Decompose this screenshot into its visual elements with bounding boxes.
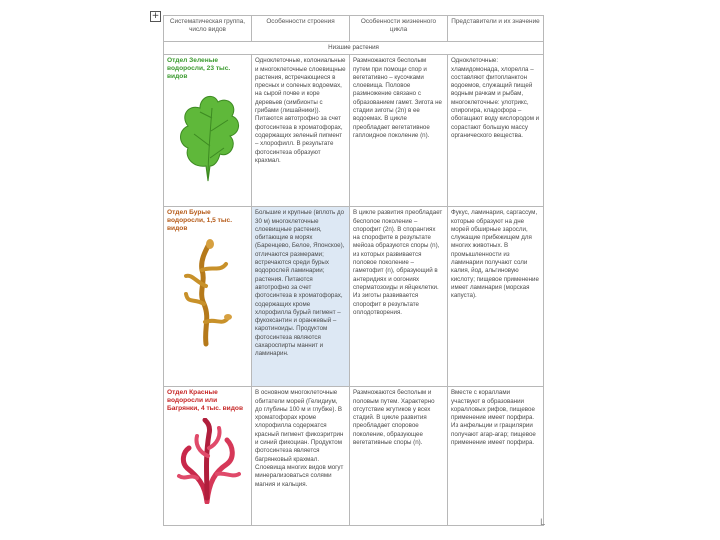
section-row: [164, 42, 544, 55]
representatives-cell: Фукус, ламинария, саргассум, которые образуют на дне морей обширные заросли, служащие прибежищем для многих животных. В промышленности из ламинарии получают соли калия, йод, альгиновую кислоту; пищевое применение имеет ламинария (морская капуста).: [448, 207, 544, 387]
structure-cell: Одноклеточные, колониальные и многоклеточные слоевищные растения, встречающиеся в пресных и соленых водоемах, на сырой почве и коре деревьев (симбионты с грибами (лишайники)). Питаются автотрофно за счет фотосинтеза в хроматофорах, содержащих зеленый пигмент – хлорофилл. В результате фотосинтеза образуют крахмал.: [252, 55, 350, 207]
corner-mark: L: [540, 518, 546, 528]
green-alga-illustration: [172, 86, 244, 182]
brown-alga-illustration: [180, 238, 236, 348]
table-row: [164, 55, 544, 207]
header-row: [164, 16, 544, 42]
representatives-cell: Одноклеточные: хламидомонада, хлорелла – составляют фитопланктон водоемов, служащий пищей водным рачкам и рыбам, многоклеточные: улотрикс, спирогира, кладофора – обогащают воду кислородом и сорастают большую массу органического вещества.: [448, 55, 544, 207]
cycle-cell: Размножаются бесполым и половым путем. Характерно отсутствие жгутиков у всех стадий. В цикле развития преобладает споровое поколение, образующее вегетативные споры (n).: [350, 387, 448, 526]
cycle-cell: В цикле развития преобладает бесполое поколение – спорофит (2n). В спорангиях на спорофите в результате мейоза образуются споры (n), из которых развивается половое поколение – гаметофит (n), образующий в антеридиях и оогониях сперматозоиды и яйцеклетки. Из зиготы развивается спорофит в результате оплодотворения.: [350, 207, 448, 387]
table-row: [164, 387, 544, 526]
group-name: Отдел Красные водоросли или Багрянки, 4 тыс. видов: [167, 389, 244, 413]
header-cell: Особенности строения: [252, 16, 350, 42]
header-cell: Особенности жизненного цикла: [350, 16, 448, 42]
group-cell: [164, 387, 252, 526]
header-cell: Представители и их значение: [448, 16, 544, 42]
move-handle-icon[interactable]: +: [151, 11, 160, 21]
cycle-cell: Размножаются бесполым путем при помощи спор и вегетативно – кусочками слоевища. Половое размножение связано с образованием гамет. Зигота не стадии зиготы (2n) в ее водоемах. В цикле преобладает вегетативное гаплоидное поколение (n).: [350, 55, 448, 207]
algae-table: [163, 15, 544, 526]
red-alga-illustration: [175, 418, 241, 504]
structure-cell: Большие и крупные (вплоть до 30 м) многоклеточные слоевищные растения, обитающие в морях (Баренцево, Белое, Японское), отличаются размерами; встречаются среди бурых водорослей ламинарии; растения. Питаются автотрофно за счет фотосинтеза в хроматофорах, содержащих кроме хлорофилла бурый пигмент – фукоксантин и оранжевый – каротиноиды. Продуктом фотосинтеза являются сахароспирты маннит и ламинарин.: [252, 207, 350, 387]
section-title: Низшие растения: [164, 42, 544, 55]
group-cell: [164, 55, 252, 207]
structure-cell: В основном многоклеточные обитатели морей (Гелидиум, до глубины 100 м и глубже). В хроматофорах кроме хлорофилла содержатся красный пигмент фикоэритрин и синий фикоциан. Продуктом фотосинтеза является багрянковый крахмал. Слоевища многих видов могут минерализоваться солями магния и кальция.: [252, 387, 350, 526]
representatives-cell: Вместе с кораллами участвуют в образовании коралловых рифов, пищевое применение имеет порфира. Из анфельции и грацилярии получают агар-агар; пищевое применение имеет порфира.: [448, 387, 544, 526]
table-row: [164, 207, 544, 387]
group-name: Отдел Зеленые водоросли, 23 тыс. видов: [167, 57, 231, 81]
group-name: Отдел Бурые водоросли, 1,5 тыс. видов: [167, 209, 233, 233]
header-cell: Систематическая группа, число видов: [164, 16, 252, 42]
group-cell: [164, 207, 252, 387]
